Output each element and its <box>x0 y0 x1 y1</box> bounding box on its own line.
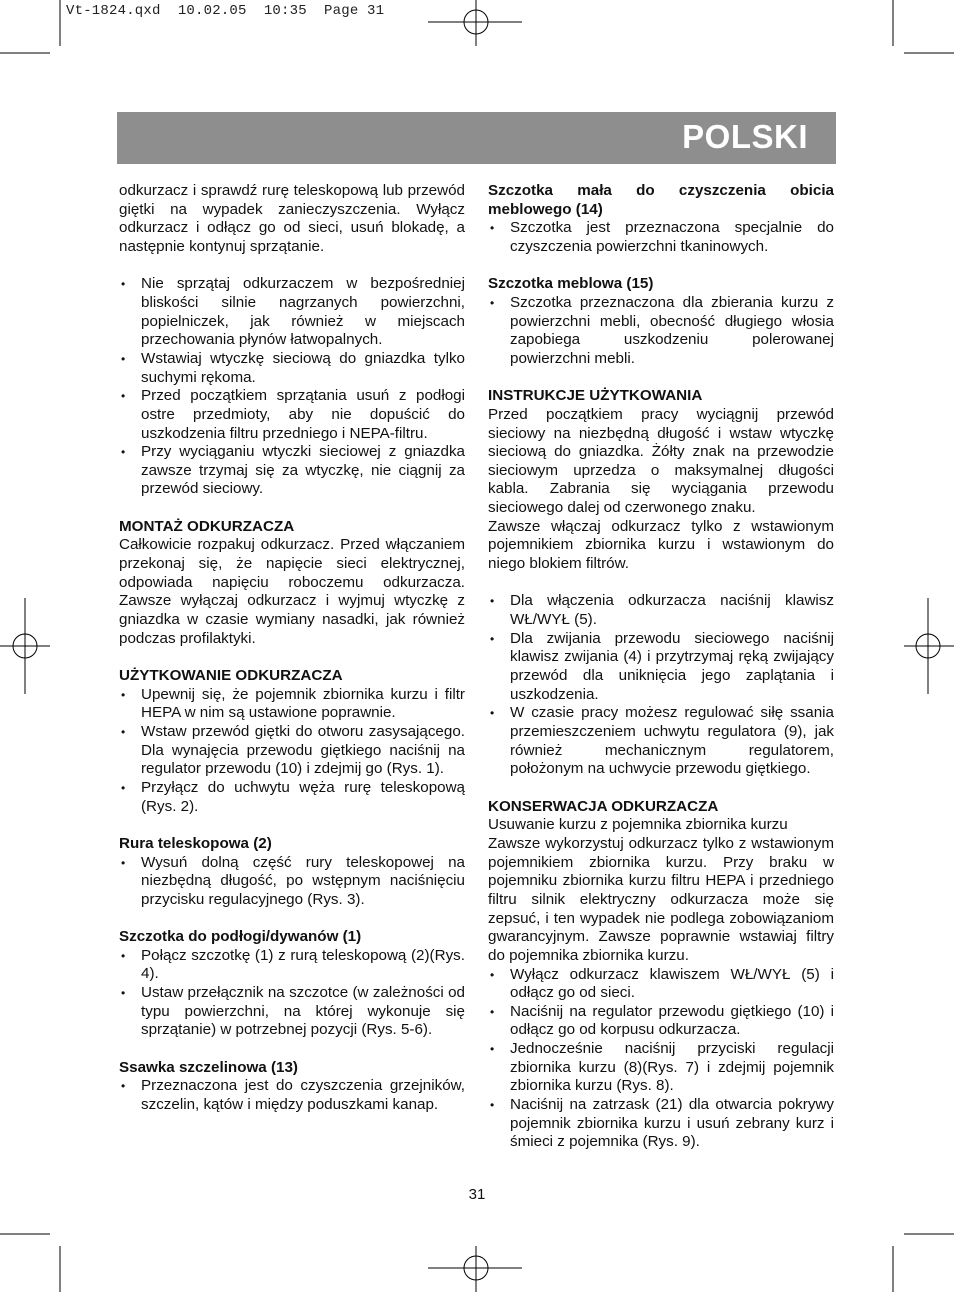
szczotka-meblowa-list <box>488 294 834 369</box>
list-item: • Przyłącz do uchwytu węża rurę teleskopową (Rys. 2). <box>119 779 465 816</box>
section-heading-rura: Rura teleskopowa (2) <box>119 834 272 852</box>
section-heading-montaz: MONTAŻ ODKURZACZA <box>119 517 295 535</box>
section-heading-szczotka-mala: Szczotka mała do czyszczenia obicia meblowego (14) <box>488 182 834 218</box>
list-item: • Upewnij się, że pojemnik zbiornika kurzu i filtr HEPA w nim są ustawione poprawnie. <box>119 686 465 723</box>
list-item: • Ustaw przełącznik na szczotce (w zależności od typu powierzchni, na której wykonuje się sprzątanie) w potrzebnej pozycji (Rys. 5-6). <box>119 984 465 1040</box>
list-item: • Nie sprzątaj odkurzaczem w bezpośredniej bliskości silnie nagrzanych powierzchni, popielniczek, jak również w miejscach przechowania płynów łatwopalnych. <box>119 275 465 350</box>
registration-mark-left <box>0 598 50 694</box>
konserwacja-paragraph: Zawsze wykorzystuj odkurzacz tylko z wstawionym pojemnikiem zbiornika kurzu. Przy braku w pojemniku zbiornika kurzu filtru HEPA i przedniego filtru silnik elektryczny odkurzacza może się zepsuć, i ten wypadek nie podlega zobowiązaniom gwarancyjnym. Zawsze poprawnie wstawiaj filtry do pojemnika zbiornika kurzu. <box>488 834 834 964</box>
section-heading-szczotka-podloga: Szczotka do podłogi/dywanów (1) <box>119 928 362 946</box>
list-item: • Dla włączenia odkurzacza naciśnij klawisz WŁ/WYŁ (5). <box>488 592 834 629</box>
list-item: • Naciśnij na zatrzask (21) dla otwarcia pokrywy pojemnik zbiornika kurzu i usuń zebrany kurz i śmieci z pojemnika (Rys. 9). <box>488 1096 834 1152</box>
list-item: • Wstawiaj wtyczkę sieciową do gniazdka tylko suchymi rękoma. <box>119 350 465 387</box>
section-heading-ssawka: Ssawka szczelinowa (13) <box>119 1058 298 1076</box>
instrukcje-list <box>488 592 834 779</box>
instrukcje-paragraph-2: Zawsze włączaj odkurzacz tylko z wstawionym pojemnikiem zbiornika kurzu i wstawionym do niego blokiem filtrów. <box>488 517 834 573</box>
list-item: • Szczotka jest przeznaczona specjalnie do czyszczenia powierzchni tkaninowych. <box>488 219 834 256</box>
registration-mark-top <box>428 0 522 46</box>
list-item: • Połącz szczotkę (1) z rurą teleskopową (2)(Rys. 4). <box>119 947 465 984</box>
list-item: • Wyłącz odkurzacz klawiszem WŁ/WYŁ (5) i odłącz go od sieci. <box>488 966 834 1003</box>
list-item: • Przeznaczona jest do czyszczenia grzejników, szczelin, kątów i między poduszkami kanap. <box>119 1077 465 1114</box>
left-column <box>119 182 465 1115</box>
list-item: • Wysuń dolną część rury teleskopowej na niezbędną długość, po wstępnym naciśnięciu przycisku regulacyjnego (Rys. 3). <box>119 854 465 910</box>
konserwacja-list <box>488 966 834 1153</box>
list-item: • Jednocześnie naciśnij przyciski regulacji zbiornika kurzu (8)(Rys. 7) i zdejmij pojemnik zbiornika kurzu (Rys. 8). <box>488 1040 834 1096</box>
list-item: • Przed początkiem sprzątania usuń z podłogi ostre przedmioty, aby nie dopuścić do uszkodzenia filtru przedniego i NEPA-filtru. <box>119 387 465 443</box>
ssawka-list <box>119 1077 465 1114</box>
section-heading-uzytkowanie: UŻYTKOWANIE ODKURZACZA <box>119 667 343 685</box>
print-slug: Vt-1824.qxd 10.02.05 10:35 Page 31 <box>66 3 385 19</box>
list-item: • Przy wyciąganiu wtyczki sieciowej z gniazdka zawsze trzymaj się za wtyczkę, nie ciągnij za przewód sieciowy. <box>119 443 465 499</box>
list-item: • W czasie pracy możesz regulować siłę ssania przemieszczeniem uchwytu regulatora (9), jak również mechanicznym regulatorem, położonym na uchwycie przewodu giętkiego. <box>488 704 834 779</box>
konserwacja-subheading: Usuwanie kurzu z pojemnika zbiornika kurzu <box>488 816 788 834</box>
instrukcje-paragraph-1: Przed początkiem pracy wyciągnij przewód sieciowy na niezbędną długość i wstaw wtyczkę sieciową do gniazdka. Żółty znak na przewodzie sieciowym uprzedza o maksymalnej długości kabla. Zabrania się wyciągania przewodu sieciowego dalej od czerwonego znaku. <box>488 405 834 517</box>
banner-title: POLSKI <box>682 118 808 155</box>
list-item: • Naciśnij na regulator przewodu giętkiego (10) i odłącz go od korpusu odkurzacza. <box>488 1003 834 1040</box>
szczotka-mala-list <box>488 219 834 256</box>
szczotka-podloga-list <box>119 947 465 1040</box>
list-item: • Dla zwijania przewodu sieciowego naciśnij klawisz zwijania (4) i przytrzymaj ręką zwijający przewód dla uniknięcia jego zaplątania i uszkodzenia. <box>488 630 834 705</box>
uzytkowanie-list <box>119 686 465 817</box>
registration-mark-right <box>904 598 954 694</box>
registration-mark-bottom <box>428 1246 522 1292</box>
language-banner <box>117 112 836 164</box>
list-item: • Wstaw przewód giętki do otworu zasysającego. Dla wynajęcia przewodu giętkiego naciśnij na regulator przewodu (10) i zdejmij go (Rys. 1). <box>119 723 465 779</box>
rura-list <box>119 854 465 910</box>
list-item: • Szczotka przeznaczona dla zbierania kurzu z powierzchni mebli, obecność długiego włosia zapobiega uszkodzeniu polerowanej powierzchni mebli. <box>488 294 834 369</box>
intro-paragraph: odkurzacz i sprawdź rurę teleskopową lub przewód giętki na wypadek zanieczyszczenia. Wyłącz odkurzacz i odłącz go od sieci, usuń blokadę, a następnie kontynuj sprzątanie. <box>119 182 465 255</box>
section-heading-szczotka-meblowa: Szczotka meblowa (15) <box>488 275 654 293</box>
montaz-paragraph: Całkowicie rozpakuj odkurzacz. Przed włączaniem przekonaj się, że napięcie sieci elektrycznej, odpowiada napięciu roboczemu odkurzacza. Zawsze wyłączaj odkurzacz i wyjmuj wtyczkę z gniazdka w czasie wymiany nasadki, jak również podczas profilaktyki. <box>119 536 465 647</box>
section-heading-instrukcje: INSTRUKCJE UŻYTKOWANIA <box>488 387 703 405</box>
page-number: 31 <box>468 1186 486 1203</box>
section-heading-konserwacja: KONSERWACJA ODKURZACZA <box>488 797 719 815</box>
right-column <box>488 182 834 1152</box>
safety-list <box>119 275 465 499</box>
